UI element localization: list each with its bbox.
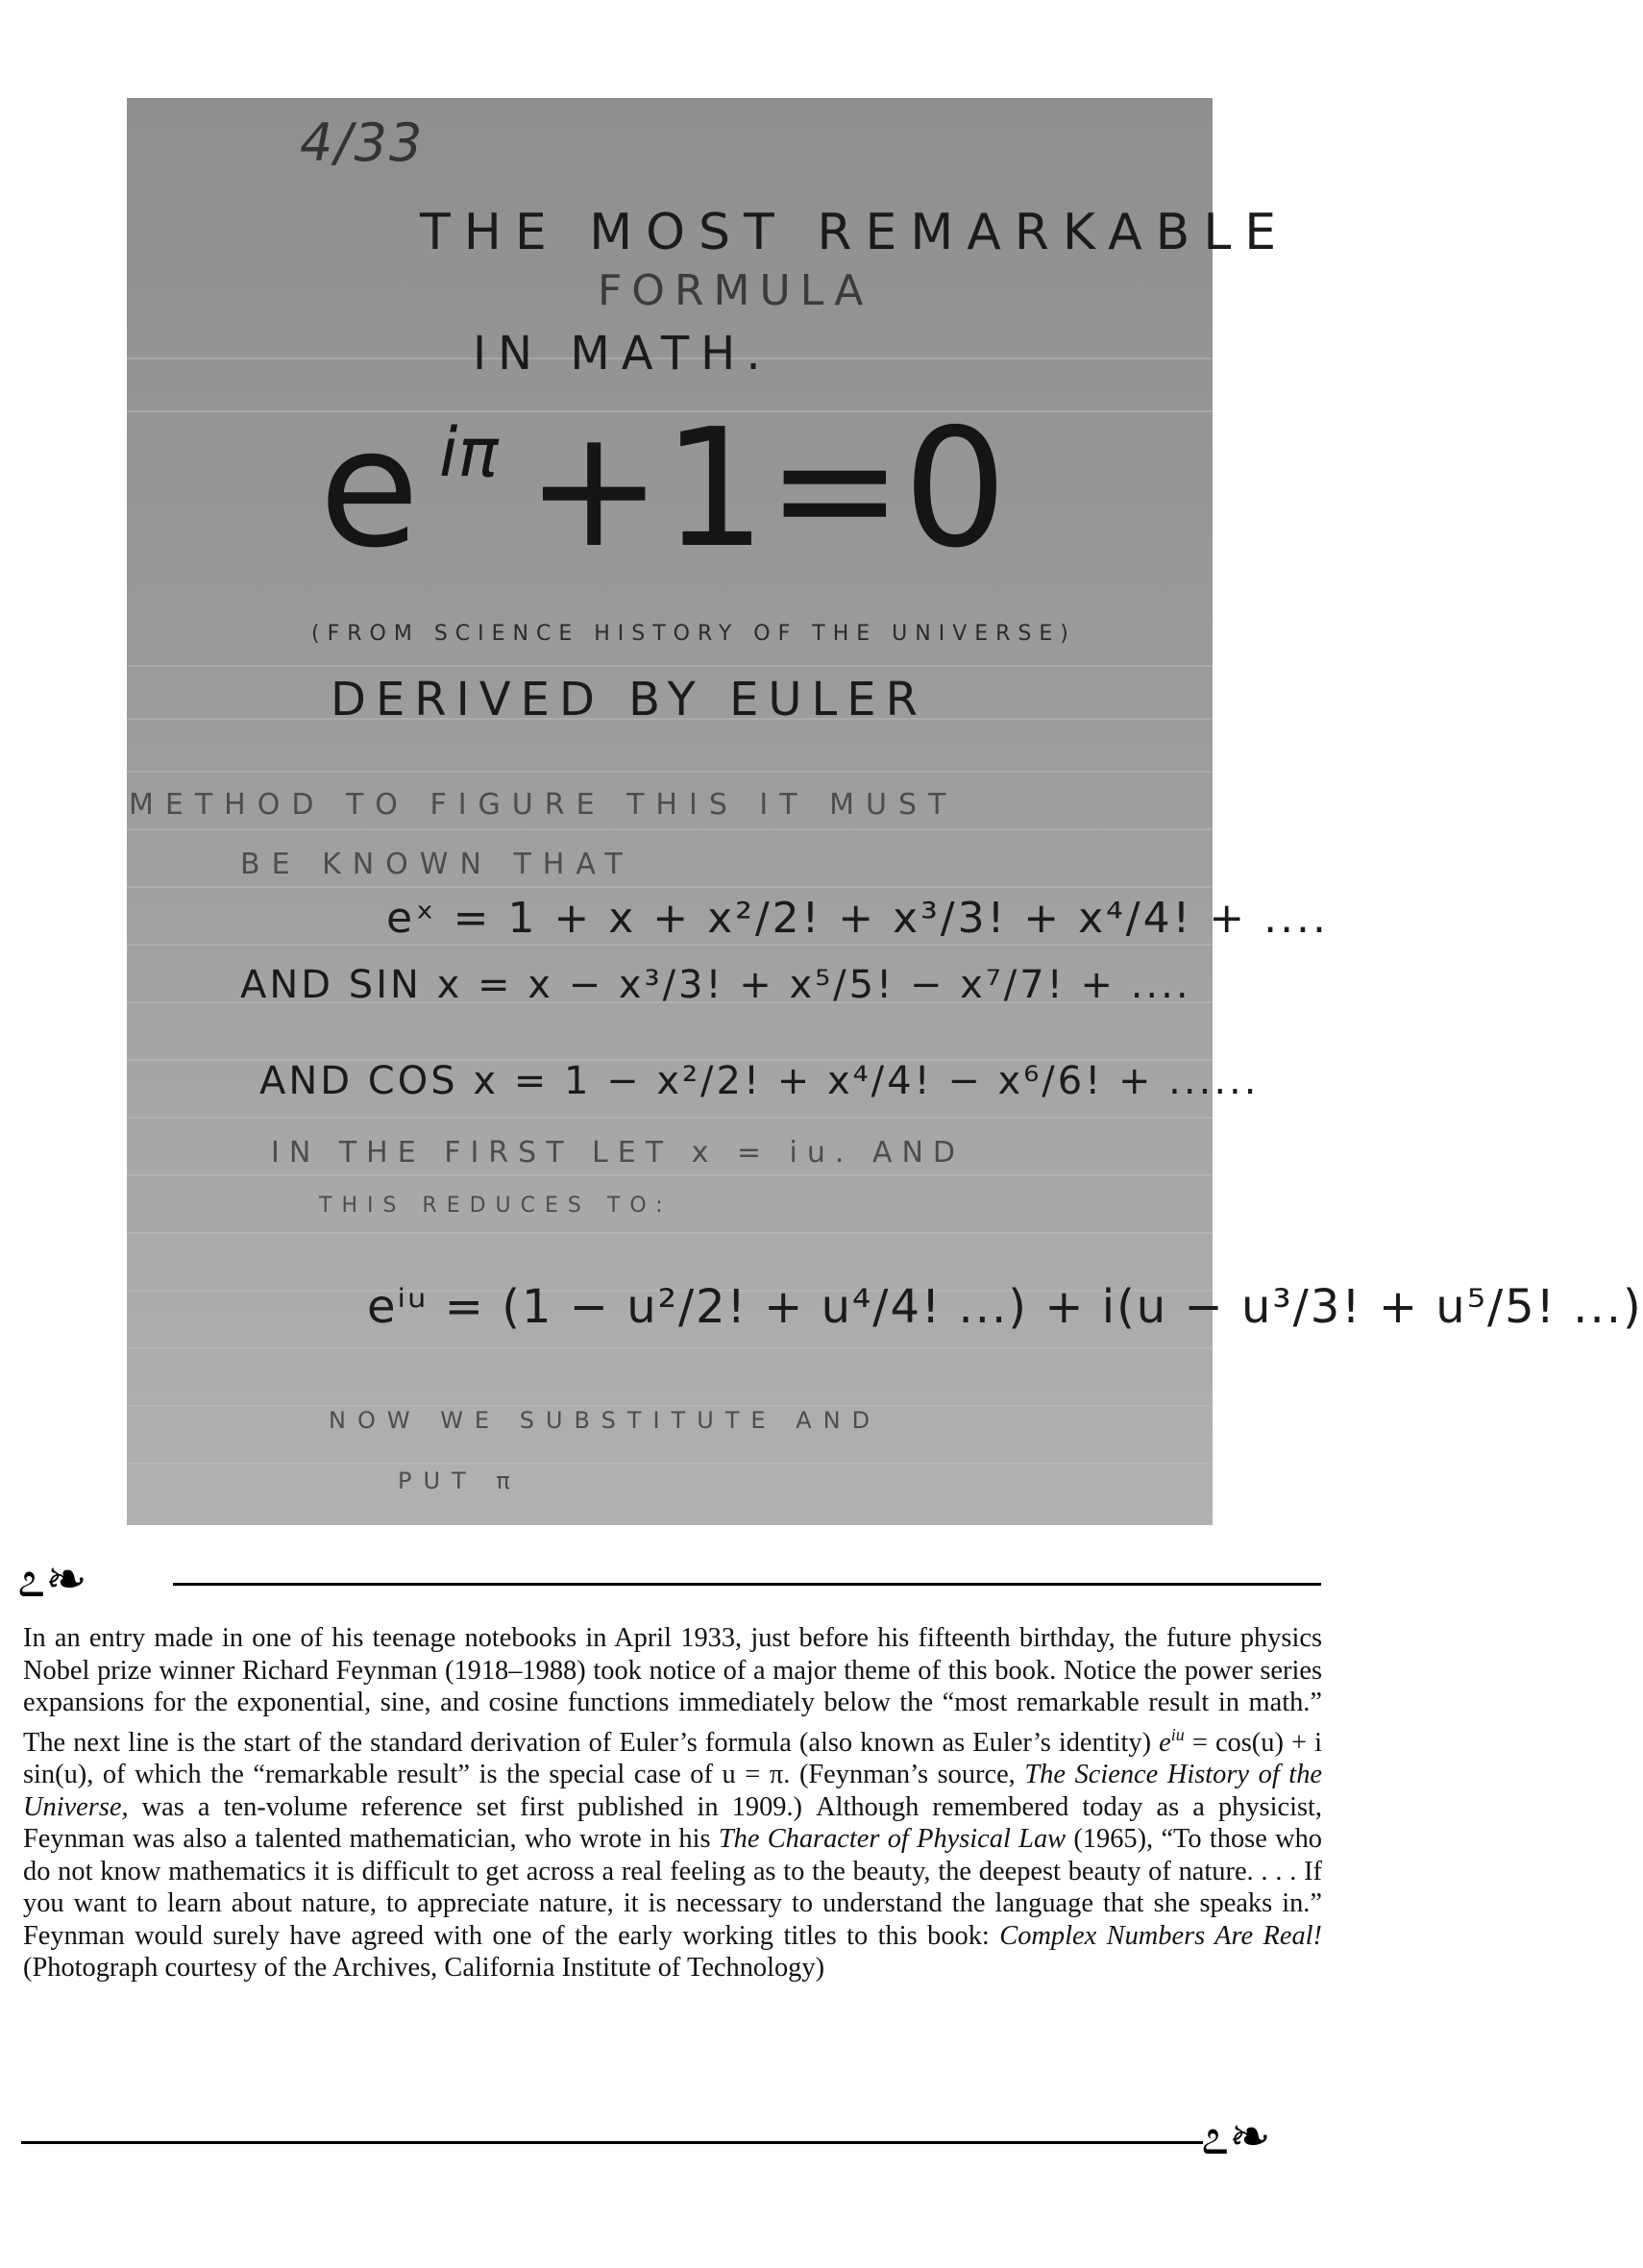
bottom-ornament-icon: ೭❧: [1201, 2108, 1271, 2166]
notebook-photograph: [127, 98, 1643, 1525]
notebook-method-line: METHOD TO FIGURE THIS IT MUST: [129, 788, 958, 822]
caption-euler-sup: iu: [1170, 1724, 1185, 1744]
notebook-date: 4/33: [300, 112, 425, 173]
notebook-pi-line: PUT π: [398, 1467, 522, 1494]
notebook-title-line-2: FORMULA: [598, 266, 873, 315]
notebook-known-line: BE KNOWN THAT: [240, 848, 634, 881]
notebook-substitution-line: IN THE FIRST LET x = iu. AND: [271, 1136, 966, 1170]
top-divider: [173, 1583, 1321, 1586]
bottom-divider: [21, 2141, 1203, 2144]
exponential-series: eˣ = 1 + x + x²/2! + x³/3! + x⁴/4! + ....: [386, 894, 1330, 943]
caption-source-title: The Science History of the Universe,: [23, 1760, 1322, 1822]
formula-rest: +1=0: [526, 394, 1008, 584]
formula-exponent: iπ: [439, 413, 499, 492]
notebook-title-line-3: IN MATH.: [473, 327, 772, 381]
caption-part-3: was a ten-volume reference set first published in 1909.) Although remembered today as a physicist, Feynman was also a talented mathematician, who wrote in his: [23, 1791, 1322, 1854]
cosine-series: AND COS x = 1 − x²/2! + x⁴/4! − x⁶/6! + ......: [259, 1059, 1260, 1103]
notebook-now-line: NOW WE SUBSTITUTE AND: [329, 1407, 882, 1434]
notebook-source-note: (FROM SCIENCE HISTORY OF THE UNIVERSE): [311, 622, 1076, 646]
caption-part-4: (1965), “To those who do not know mathematics it is difficult to get across a real feeling as to the beauty, the deepest beauty of nature. . . . If you want to learn about nature, to appreciate nature, it is necessary to understand the language that she speaks in.” Feynman would surely have agreed with one of the early working titles to this book:: [23, 1824, 1322, 1951]
photo-caption: [23, 1622, 1322, 1984]
caption-part-2: = cos(u) + i sin(u), of which the “remarkable result” is the special case of u = π. (Feynman’s source,: [23, 1727, 1322, 1789]
notebook-derived-line: DERIVED BY EULER: [331, 673, 927, 727]
caption-part-1: In an entry made in one of his teenage notebooks in April 1933, just before his fifteenth birthday, the future physics Nobel prize winner Richard Feynman (1918–1988) took notice of a major theme of this book. Notice the power series expansions for the exponential, sine, and cosine functions immediately below the “most remarkable result in math.” The next line is the start of the standard derivation of Euler’s formula (also known as Euler’s identity): [23, 1623, 1322, 1758]
caption-euler-e: e: [1159, 1727, 1171, 1758]
caption-working-title: Complex Numbers Are Real!: [999, 1920, 1322, 1951]
sine-series: AND SIN x = x − x³/3! + x⁵/5! − x⁷/7! + ....: [240, 963, 1191, 1007]
notebook-reduces-line: THIS REDUCES TO:: [319, 1194, 673, 1218]
formula-base: e: [319, 394, 420, 584]
complex-exponential-expansion: eⁱᵘ = (1 − u²/2! + u⁴/4! ...) + i(u − u³/3! + u⁵/5! ...): [367, 1280, 1643, 1334]
notebook-title-line-1: THE MOST REMARKABLE: [420, 204, 1290, 261]
caption-part-5: (Photograph courtesy of the Archives, California Institute of Technology): [23, 1953, 825, 1983]
top-ornament-icon: ೭❧: [17, 1551, 87, 1609]
caption-book-title: The Character of Physical Law: [718, 1824, 1067, 1854]
